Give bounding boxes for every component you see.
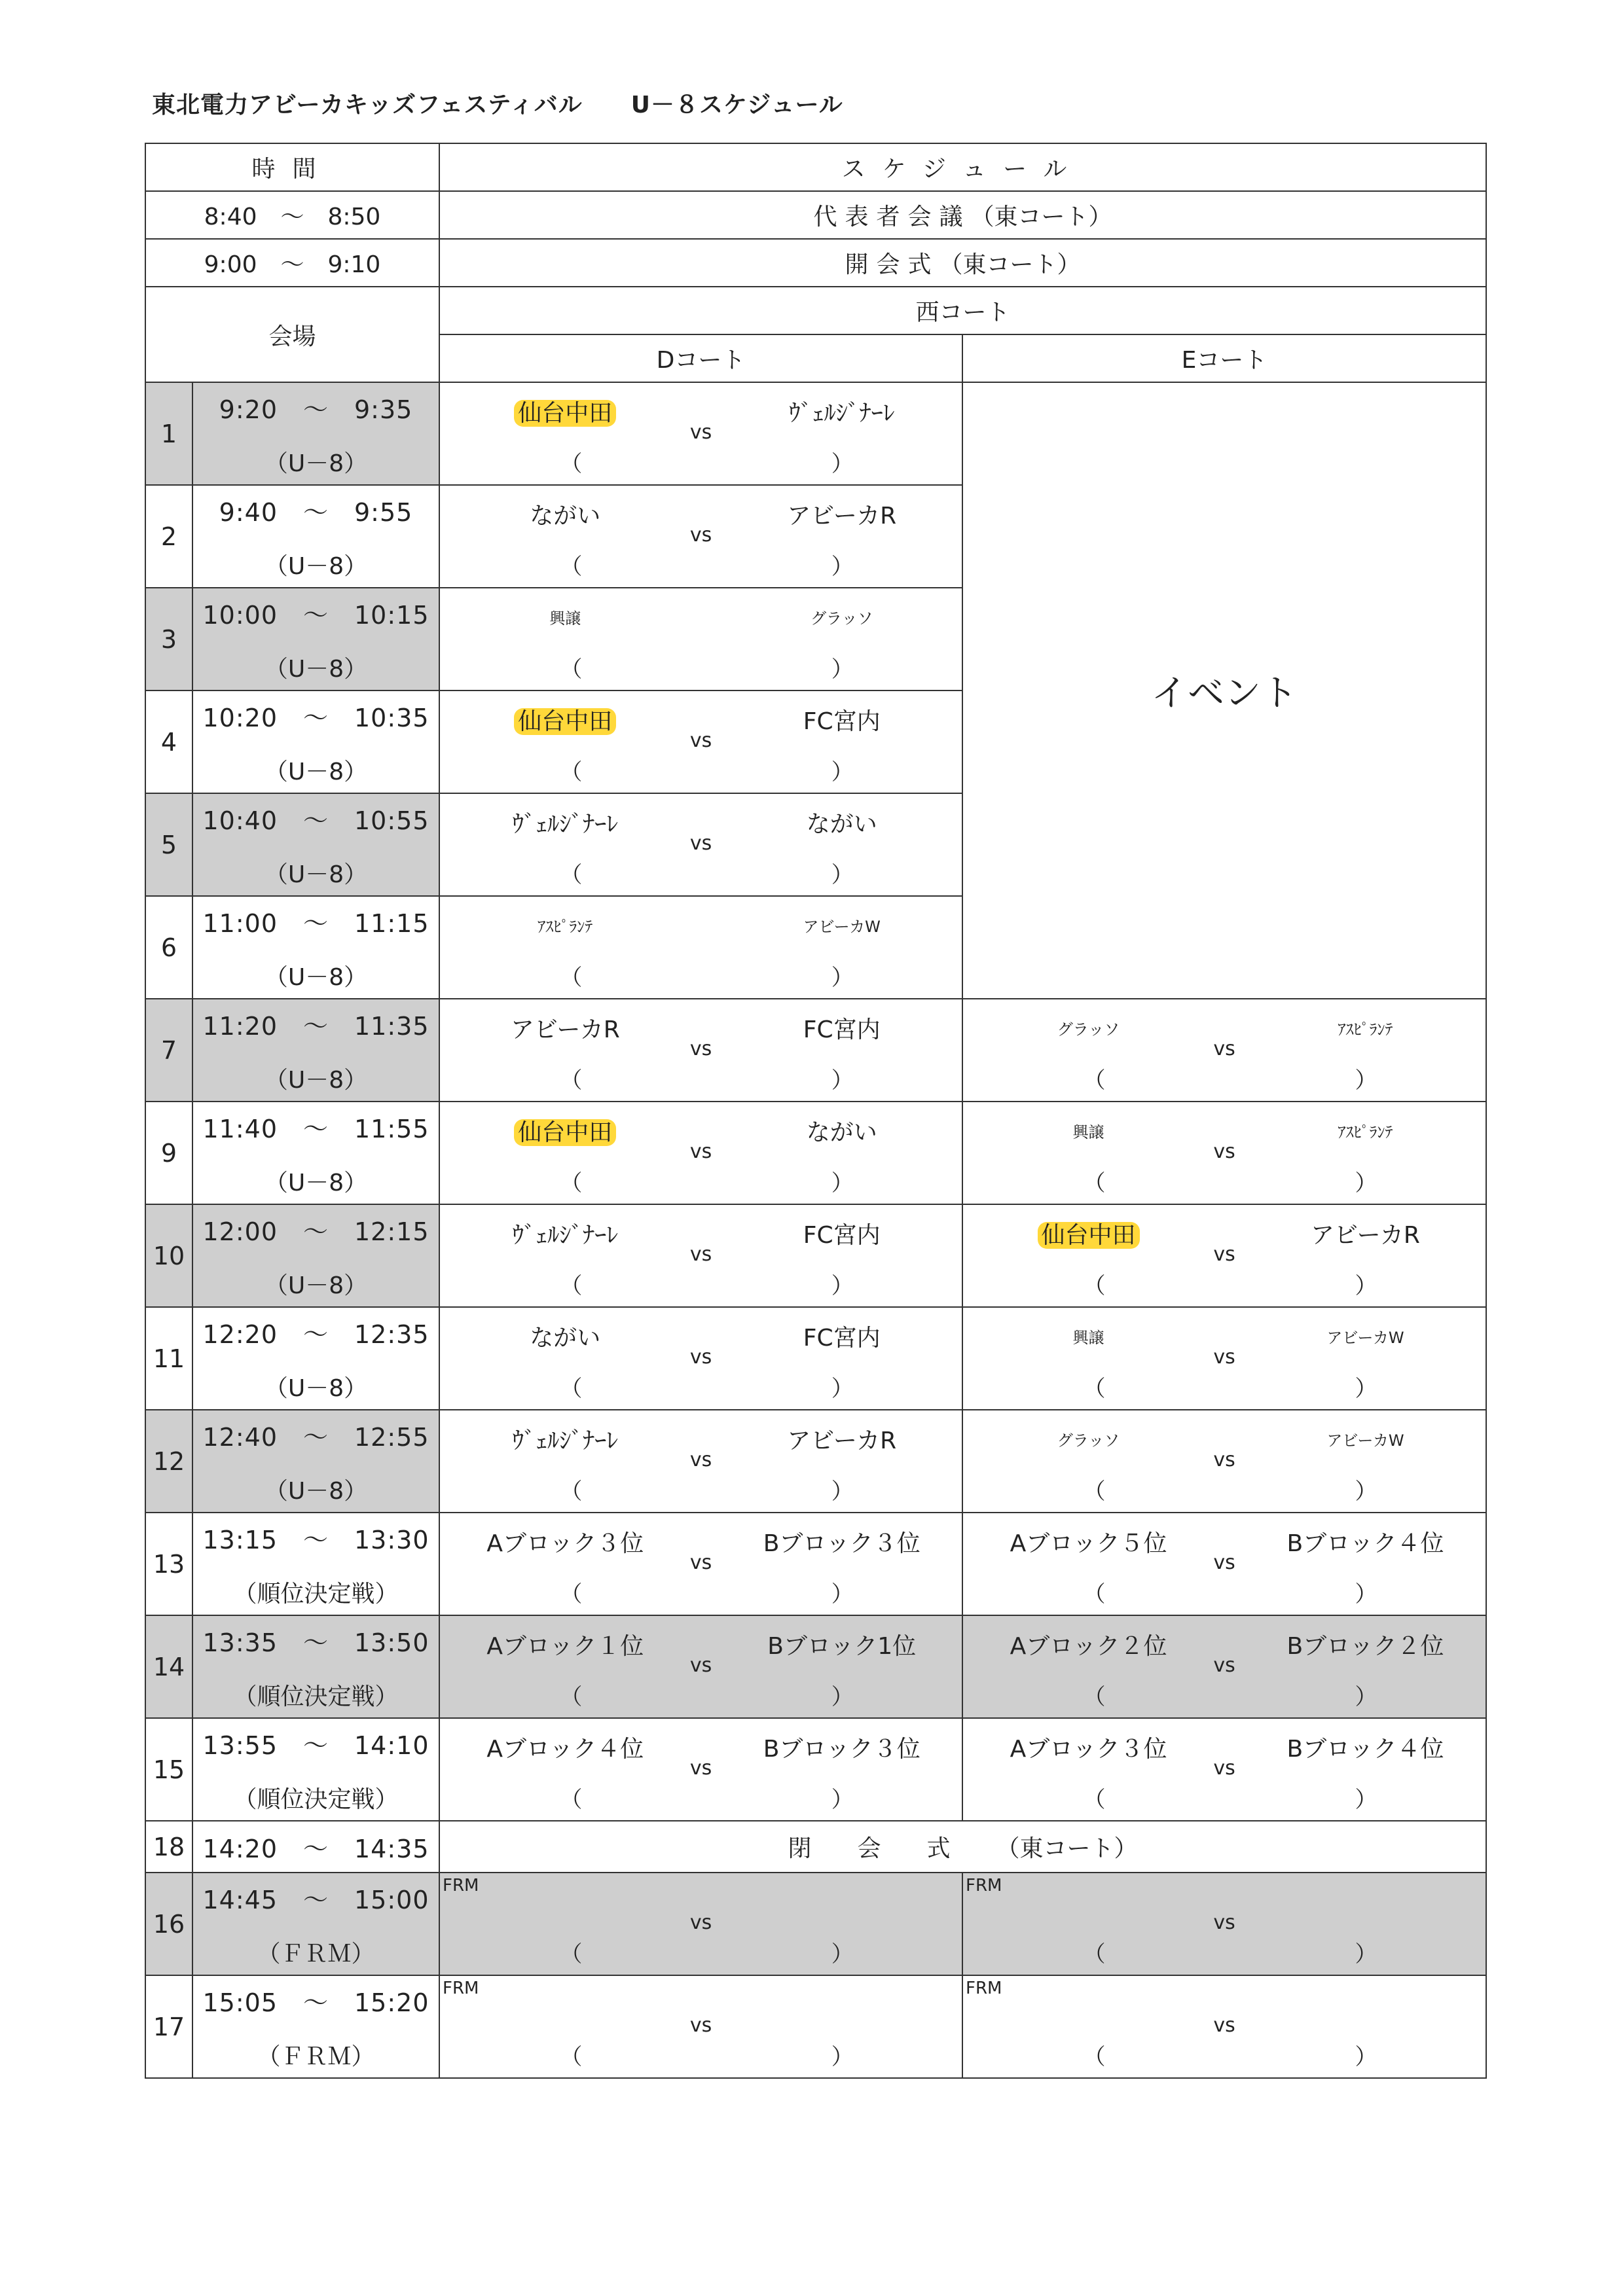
score-open: （ — [560, 451, 583, 477]
score-open: （ — [560, 554, 583, 580]
category: （順位決定戦） — [233, 1683, 399, 1710]
slot-number: 2 — [145, 485, 192, 588]
score-open: （ — [1083, 1479, 1106, 1505]
time-range: 12:20 ～ 12:35 — [202, 1319, 429, 1349]
slot-number: 10 — [145, 1204, 192, 1307]
slot-number: 17 — [145, 1975, 192, 2078]
home-team: グラッソ — [1057, 1020, 1120, 1039]
away-team: Bブロック２位 — [1286, 1633, 1444, 1660]
slot-time — [192, 1821, 439, 1873]
match-cell — [439, 999, 962, 1102]
vs-label: vs — [689, 729, 712, 752]
home-team: ながい — [530, 1325, 601, 1352]
home-team: 仙台中田 — [514, 395, 616, 428]
home-team: 仙台中田 — [514, 1114, 616, 1147]
vs-label: vs — [1213, 1654, 1235, 1677]
slot-number: 5 — [145, 793, 192, 896]
slot-row — [145, 1615, 1486, 1718]
away-team: FC宮内 — [803, 1016, 881, 1043]
time-range: 12:00 ～ 12:15 — [202, 1217, 429, 1246]
venue-header: 会場 — [145, 287, 439, 382]
slot-time — [192, 999, 439, 1102]
score-open: （ — [560, 1376, 583, 1402]
match — [440, 897, 962, 998]
slot-time — [192, 793, 439, 896]
score-close: ） — [831, 1479, 854, 1505]
time-header: 時間 — [145, 143, 439, 191]
time-range: 15:05 ～ 15:20 — [202, 1988, 429, 2017]
category: （U－8） — [264, 552, 368, 580]
home-team: Aブロック４位 — [486, 1736, 644, 1763]
slot-time — [192, 1975, 439, 2078]
match — [440, 1719, 962, 1820]
pre-time: 8:40 ～ 8:50 — [145, 191, 439, 239]
score-close: ） — [1355, 1170, 1377, 1196]
match-cell — [962, 1307, 1486, 1410]
match — [440, 1205, 962, 1306]
score-close: ） — [831, 965, 854, 991]
score-open: （ — [1083, 1941, 1106, 1967]
score-close: ） — [1355, 1684, 1377, 1710]
away-team: ながい — [806, 1119, 877, 1146]
match — [963, 1205, 1486, 1306]
match-cell — [439, 691, 962, 793]
slot-number: 16 — [145, 1873, 192, 1975]
score-close: ） — [1355, 1376, 1377, 1402]
score-open: （ — [560, 1479, 583, 1505]
slot-time — [192, 382, 439, 485]
home-team: 仙台中田 — [1038, 1217, 1140, 1250]
vs-label: vs — [689, 1551, 712, 1574]
away-team: アビーカR — [787, 1427, 897, 1454]
home-team: Aブロック３位 — [1010, 1736, 1167, 1763]
match — [440, 588, 962, 690]
slot-number: 12 — [145, 1410, 192, 1513]
match — [963, 1976, 1486, 2077]
time-range: 13:35 ～ 13:50 — [202, 1628, 429, 1657]
match-cell — [439, 485, 962, 588]
match — [963, 1410, 1486, 1512]
frm-tag: FRM — [443, 1979, 479, 1998]
score-close: ） — [831, 1170, 854, 1196]
slot-time — [192, 1307, 439, 1410]
vs-label: vs — [1213, 1757, 1235, 1780]
score-close: ） — [831, 2044, 854, 2070]
frm-row — [145, 1975, 1486, 2078]
away-team: アビーカW — [1326, 1329, 1404, 1347]
slot-number: 7 — [145, 999, 192, 1102]
frm-tag: FRM — [966, 1979, 1002, 1998]
home-team: ｳﾞｪﾙｼﾞﾅｰﾚ — [512, 1222, 619, 1249]
score-open: （ — [560, 965, 583, 991]
score-close: ） — [831, 1787, 854, 1813]
vs-label: vs — [689, 1911, 712, 1934]
score-close: ） — [1355, 1067, 1377, 1094]
home-team: 興譲 — [549, 609, 581, 628]
vs-label: vs — [1213, 1551, 1235, 1574]
match-cell — [439, 896, 962, 999]
away-team: Bブロック３位 — [763, 1736, 921, 1763]
match — [963, 999, 1486, 1101]
vs-label: vs — [689, 1140, 712, 1163]
closing-row — [145, 1821, 1486, 1873]
category: （U－8） — [264, 1272, 368, 1299]
time-range: 10:40 ～ 10:55 — [202, 806, 429, 835]
match-cell — [962, 1615, 1486, 1718]
match-cell — [439, 1102, 962, 1204]
category: （順位決定戦） — [233, 1580, 399, 1607]
home-team: 興譲 — [1072, 1329, 1104, 1347]
away-team: ながい — [806, 811, 877, 838]
match-cell — [439, 1615, 962, 1718]
vs-label: vs — [689, 1243, 712, 1266]
score-open: （ — [560, 862, 583, 888]
frm-row — [145, 1873, 1486, 1975]
west-court-row — [145, 287, 1486, 334]
header-row — [145, 143, 1486, 191]
match — [440, 486, 962, 587]
score-close: ） — [831, 759, 854, 785]
vs-label: vs — [1213, 1911, 1235, 1934]
score-close: ） — [831, 862, 854, 888]
score-close: ） — [831, 1941, 854, 1967]
category: （U－8） — [264, 1374, 368, 1402]
score-open: （ — [560, 1684, 583, 1710]
home-team: ｳﾞｪﾙｼﾞﾅｰﾚ — [512, 1427, 619, 1454]
closing-label: 閉会式（東コート） — [439, 1821, 1486, 1873]
slot-row — [145, 1307, 1486, 1410]
match-cell — [439, 1513, 962, 1615]
score-close: ） — [831, 1581, 854, 1607]
time-range: 11:20 ～ 11:35 — [202, 1011, 429, 1041]
match — [440, 1513, 962, 1615]
vs-label: vs — [689, 1757, 712, 1780]
slot-time — [192, 1873, 439, 1975]
slot-row — [145, 1410, 1486, 1513]
away-team: Bブロック４位 — [1286, 1736, 1444, 1763]
match — [440, 1308, 962, 1409]
time-range: 13:55 ～ 14:10 — [202, 1731, 429, 1760]
vs-label: vs — [689, 421, 712, 444]
slot-number: 13 — [145, 1513, 192, 1615]
slot-number: 11 — [145, 1307, 192, 1410]
score-open: （ — [560, 1787, 583, 1813]
vs-label: vs — [689, 832, 712, 855]
match-cell — [962, 999, 1486, 1102]
slot-time — [192, 691, 439, 793]
match-cell — [962, 1873, 1486, 1975]
slot-number: 1 — [145, 382, 192, 485]
score-close: ） — [1355, 2044, 1377, 2070]
category: （順位決定戦） — [233, 1785, 399, 1813]
away-team: FC宮内 — [803, 708, 881, 735]
match — [963, 1719, 1486, 1820]
home-team: アビーカR — [510, 1016, 620, 1043]
category: （U－8） — [264, 963, 368, 991]
score-open: （ — [560, 1067, 583, 1094]
match-cell — [962, 1513, 1486, 1615]
match-cell — [962, 1410, 1486, 1513]
match — [963, 1513, 1486, 1615]
category: （U－8） — [264, 1169, 368, 1196]
match-cell — [439, 1718, 962, 1821]
category: （U－8） — [264, 655, 368, 683]
home-team: Aブロック１位 — [486, 1633, 644, 1660]
vs-label: vs — [689, 2014, 712, 2037]
time-range: 10:20 ～ 10:35 — [202, 703, 429, 732]
match — [440, 1616, 962, 1717]
match — [440, 1873, 962, 1975]
time-range: 9:20 ～ 9:35 — [219, 395, 413, 424]
score-close: ） — [1355, 1941, 1377, 1967]
home-team: ながい — [530, 503, 601, 529]
slot-time — [192, 588, 439, 691]
score-close: ） — [831, 1067, 854, 1094]
time-range: 9:40 ～ 9:55 — [219, 497, 413, 527]
e-court-label: Eコート — [962, 334, 1486, 382]
home-team: 仙台中田 — [514, 703, 616, 736]
score-open: （ — [1083, 1581, 1106, 1607]
score-close: ） — [831, 1684, 854, 1710]
home-team: 興譲 — [1072, 1123, 1104, 1141]
match — [963, 1616, 1486, 1717]
home-team: Aブロック２位 — [1010, 1633, 1167, 1660]
score-open: （ — [560, 1273, 583, 1299]
match-cell — [439, 382, 962, 485]
match-cell — [439, 588, 962, 691]
match-cell — [439, 1307, 962, 1410]
slot-time — [192, 485, 439, 588]
category: （U－8） — [264, 1066, 368, 1094]
frm-tag: FRM — [443, 1876, 479, 1895]
vs-label: vs — [1213, 1448, 1235, 1471]
score-open: （ — [1083, 1067, 1106, 1094]
match — [963, 1102, 1486, 1204]
slot-time — [192, 1615, 439, 1718]
frm-tag: FRM — [966, 1876, 1002, 1895]
vs-label: vs — [1213, 1037, 1235, 1060]
score-close: ） — [831, 554, 854, 580]
match — [440, 383, 962, 484]
away-team: Bブロック３位 — [763, 1530, 921, 1557]
time-range: 10:00 ～ 10:15 — [202, 600, 429, 630]
match-cell — [962, 1718, 1486, 1821]
vs-label: vs — [1213, 1243, 1235, 1266]
pre-time: 9:00 ～ 9:10 — [145, 239, 439, 287]
score-open: （ — [1083, 1170, 1106, 1196]
match-cell — [439, 1204, 962, 1307]
category: （ＦＲＭ） — [257, 2043, 375, 2070]
vs-label: vs — [689, 1346, 712, 1369]
category: （U－8） — [264, 861, 368, 888]
match — [963, 1308, 1486, 1409]
home-team: Aブロック５位 — [1010, 1530, 1167, 1557]
time-range: 14:45 ～ 15:00 — [202, 1885, 429, 1914]
event-cell: イベント — [962, 382, 1486, 999]
slot-row — [145, 1513, 1486, 1615]
match — [440, 999, 962, 1101]
match — [440, 1410, 962, 1512]
slot-number: 15 — [145, 1718, 192, 1821]
slot-time — [192, 896, 439, 999]
away-team: アビーカW — [803, 918, 881, 936]
vs-label: vs — [689, 524, 712, 547]
slot-number: 18 — [145, 1821, 192, 1873]
away-team: Bブロック４位 — [1286, 1530, 1444, 1557]
slot-row — [145, 1718, 1486, 1821]
slot-number: 9 — [145, 1102, 192, 1204]
match-cell — [439, 1873, 962, 1975]
match — [440, 1102, 962, 1204]
slot-time — [192, 1204, 439, 1307]
score-close: ） — [831, 1273, 854, 1299]
d-court-label: Dコート — [439, 334, 962, 382]
match-cell — [439, 1410, 962, 1513]
match — [440, 691, 962, 793]
score-open: （ — [1083, 1273, 1106, 1299]
page-title: 東北電力アビーカキッズフェスティバル U－８スケジュール — [152, 92, 843, 118]
vs-label: vs — [1213, 1140, 1235, 1163]
slot-number: 14 — [145, 1615, 192, 1718]
score-open: （ — [1083, 2044, 1106, 2070]
category: （U－8） — [264, 1477, 368, 1505]
time-range: 12:40 ～ 12:55 — [202, 1422, 429, 1452]
away-team: FC宮内 — [803, 1222, 881, 1249]
home-team: ｱｽﾋﾟﾗﾝﾃ — [538, 918, 593, 936]
score-open: （ — [560, 1581, 583, 1607]
vs-label: vs — [689, 1448, 712, 1471]
away-team: アビーカW — [1326, 1431, 1404, 1450]
vs-label: vs — [1213, 2014, 1235, 2037]
pre-row-meeting — [145, 191, 1486, 239]
slot-row — [145, 1102, 1486, 1204]
category: （U－8） — [264, 758, 368, 785]
slot-row — [145, 382, 1486, 485]
home-team: ｳﾞｪﾙｼﾞﾅｰﾚ — [512, 811, 619, 838]
slot-row — [145, 999, 1486, 1102]
match — [963, 1873, 1486, 1975]
pre-label: 開会式（東コート） — [439, 239, 1486, 287]
score-open: （ — [560, 759, 583, 785]
score-close: ） — [1355, 1581, 1377, 1607]
home-team: グラッソ — [1057, 1431, 1120, 1450]
away-team: Bブロック1位 — [767, 1633, 917, 1660]
slot-time — [192, 1102, 439, 1204]
time-range: 14:20 ～ 14:35 — [202, 1835, 429, 1863]
score-open: （ — [1083, 1684, 1106, 1710]
score-open: （ — [1083, 1787, 1106, 1813]
west-court-label: 西コート — [439, 287, 1486, 334]
category: （U－8） — [264, 450, 368, 477]
slot-time — [192, 1410, 439, 1513]
match-cell — [962, 1975, 1486, 2078]
time-range: 11:40 ～ 11:55 — [202, 1114, 429, 1143]
away-team: FC宮内 — [803, 1325, 881, 1352]
score-close: ） — [1355, 1273, 1377, 1299]
score-close: ） — [1355, 1479, 1377, 1505]
score-close: ） — [831, 656, 854, 683]
schedule-table — [145, 143, 1487, 2079]
match-cell — [439, 793, 962, 896]
away-team: ｳﾞｪﾙｼﾞﾅｰﾚ — [788, 400, 895, 427]
score-open: （ — [560, 1941, 583, 1967]
away-team: アビーカR — [787, 503, 897, 529]
slot-row — [145, 1204, 1486, 1307]
vs-label: vs — [689, 1037, 712, 1060]
category: （ＦＲＭ） — [257, 1940, 375, 1967]
time-range: 13:15 ～ 13:30 — [202, 1525, 429, 1554]
slot-number: 4 — [145, 691, 192, 793]
pre-row-opening — [145, 239, 1486, 287]
score-open: （ — [1083, 1376, 1106, 1402]
home-team: Aブロック３位 — [486, 1530, 644, 1557]
slot-number: 6 — [145, 896, 192, 999]
score-close: ） — [831, 1376, 854, 1402]
slot-time — [192, 1718, 439, 1821]
away-team: アビーカR — [1311, 1222, 1420, 1249]
pre-label: 代表者会議（東コート） — [439, 191, 1486, 239]
match-cell — [962, 1102, 1486, 1204]
match-cell — [962, 1204, 1486, 1307]
score-open: （ — [560, 656, 583, 683]
score-open: （ — [560, 2044, 583, 2070]
schedule-header: スケジュール — [439, 143, 1486, 191]
away-team: ｱｽﾋﾟﾗﾝﾃ — [1338, 1020, 1393, 1039]
match — [440, 1976, 962, 2077]
away-team: グラッソ — [810, 609, 873, 628]
match-cell — [439, 1975, 962, 2078]
score-close: ） — [1355, 1787, 1377, 1813]
vs-label: vs — [689, 1654, 712, 1677]
away-team: ｱｽﾋﾟﾗﾝﾃ — [1338, 1123, 1393, 1141]
match — [440, 794, 962, 895]
score-open: （ — [560, 1170, 583, 1196]
slot-time — [192, 1513, 439, 1615]
slot-number: 3 — [145, 588, 192, 691]
vs-label: vs — [1213, 1346, 1235, 1369]
time-range: 11:00 ～ 11:15 — [202, 908, 429, 938]
score-close: ） — [831, 451, 854, 477]
